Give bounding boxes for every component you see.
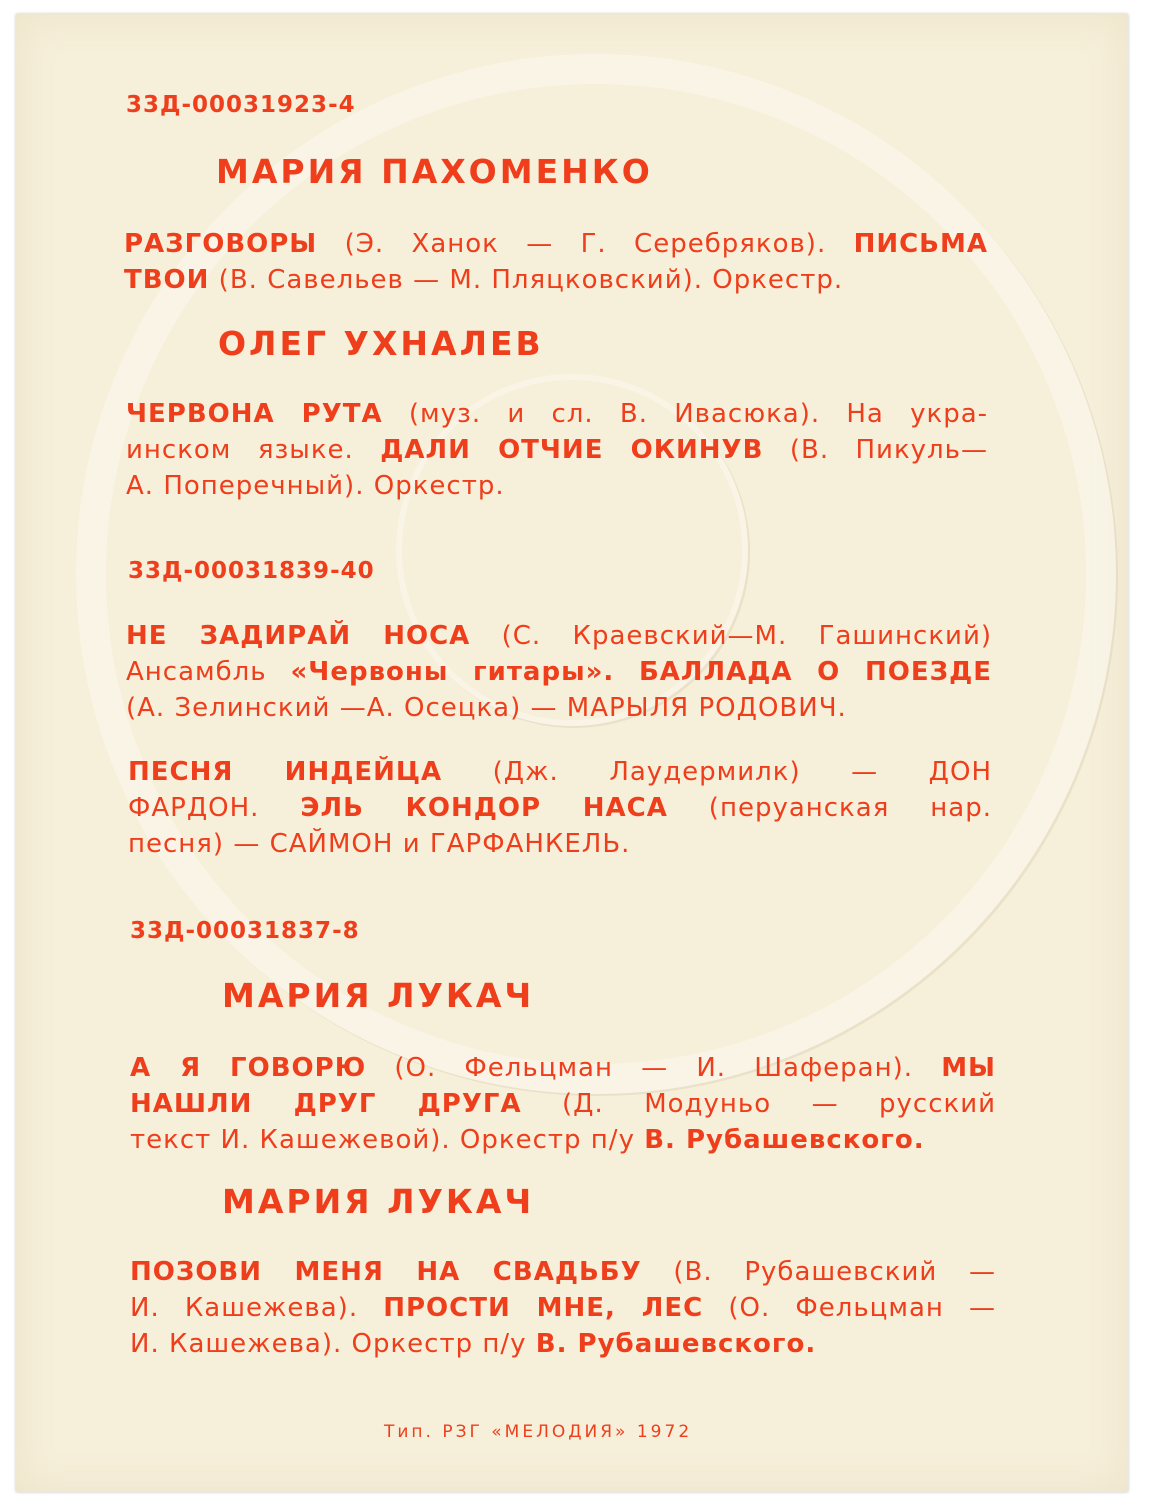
credit-text: (перуанская нар. <box>667 793 992 823</box>
song-title: ПРОСТИ МНЕ, ЛЕС <box>383 1293 704 1323</box>
track-listing <box>130 1254 996 1362</box>
song-title: ДАЛИ ОТЧИЕ ОКИНУВ <box>380 435 764 465</box>
artist-name: МАРИЯ ПАХОМЕНКО <box>216 152 653 191</box>
song-title: В. Рубашевского. <box>535 1329 817 1359</box>
song-title: РАЗГОВОРЫ <box>124 229 318 259</box>
printer-imprint: Тип. РЗГ «МЕЛОДИЯ» 1972 <box>384 1422 693 1442</box>
artist-name: ОЛЕГ УХНАЛЕВ <box>218 324 544 363</box>
song-title: А Я ГОВОРЮ <box>130 1053 367 1083</box>
record-insert-card <box>16 14 1128 1492</box>
text-line <box>130 1290 996 1326</box>
text-line <box>130 1050 996 1086</box>
track-listing <box>126 396 988 504</box>
credit-text: (В. Рубашевский — <box>641 1257 996 1287</box>
credit-text: (А. Зелинский —А. Осецка) — МАРЫЛЯ РОДОВИЧ. <box>126 693 847 723</box>
song-title: ПЕСНЯ ИНДЕЙЦА <box>128 757 443 787</box>
song-title: ПОЗОВИ МЕНЯ НА СВАДЬБУ <box>130 1257 642 1287</box>
text-line <box>126 654 992 690</box>
credit-text: (муз. и сл. В. Ивасюка). На укра- <box>382 399 989 429</box>
credit-text: (В. Савельев — М. Пляцковский). Оркестр. <box>209 265 844 295</box>
text-line <box>130 1086 996 1122</box>
credit-text: (С. Краевский—М. Гашинский) <box>470 621 992 651</box>
text-line <box>126 690 992 726</box>
credit-text: ФАРДОН. <box>128 793 301 823</box>
song-title: ЭЛЬ КОНДОР НАСА <box>300 793 668 823</box>
credit-text: песня) — САЙМОН и ГАРФАНКЕЛЬ. <box>128 829 631 859</box>
credit-text: (Э. Ханок — Г. Серебряков). <box>317 229 854 259</box>
text-line <box>130 1122 996 1158</box>
text-line <box>128 754 992 790</box>
song-title: МЫ <box>941 1053 996 1083</box>
catalog-number: 33Д-00031839-40 <box>128 558 375 584</box>
song-title: ПИСЬМА <box>853 229 988 259</box>
credit-text: И. Кашежева). <box>130 1293 384 1323</box>
credit-text: (В. Пикуль— <box>763 435 988 465</box>
text-line <box>128 826 992 862</box>
text-line <box>128 790 992 826</box>
song-title: НАШЛИ ДРУГ ДРУГА <box>130 1089 522 1119</box>
credit-text: (Дж. Лаудермилк) — ДОН <box>442 757 993 787</box>
credit-text: А. Поперечный). Оркестр. <box>126 471 505 501</box>
credit-text: (О. Фельцман — И. Шаферан). <box>366 1053 942 1083</box>
catalog-number: 33Д-00031837-8 <box>130 918 360 944</box>
credit-text: (Д. Модуньо — русский <box>521 1089 996 1119</box>
song-title: «Червоны гитары». БАЛЛАДА О ПОЕЗДЕ <box>290 657 992 687</box>
song-title: ЧЕРВОНА РУТА <box>126 399 383 429</box>
text-line <box>130 1326 996 1362</box>
credit-text: Ансамбль <box>126 657 291 687</box>
song-title: В. Рубашевского. <box>644 1125 925 1155</box>
track-listing <box>126 618 992 726</box>
credit-text: (О. Фельцман — <box>703 1293 996 1323</box>
track-listing <box>130 1050 996 1158</box>
track-listing <box>124 226 988 298</box>
artist-name: МАРИЯ ЛУКАЧ <box>222 976 535 1015</box>
song-title: ТВОИ <box>124 265 210 295</box>
artist-name: МАРИЯ ЛУКАЧ <box>222 1182 535 1221</box>
credit-text: И. Кашежева). Оркестр п/у <box>130 1329 536 1359</box>
track-listing <box>128 754 992 862</box>
text-line <box>124 226 988 262</box>
text-line <box>126 468 988 504</box>
credit-text: текст И. Кашежевой). Оркестр п/у <box>130 1125 645 1155</box>
text-line <box>126 432 988 468</box>
text-line <box>126 396 988 432</box>
song-title: НЕ ЗАДИРАЙ НОСА <box>126 621 471 651</box>
text-line <box>130 1254 996 1290</box>
catalog-number: 33Д-00031923-4 <box>126 92 356 118</box>
credit-text: инском языке. <box>126 435 381 465</box>
text-line <box>126 618 992 654</box>
text-line <box>124 262 988 298</box>
